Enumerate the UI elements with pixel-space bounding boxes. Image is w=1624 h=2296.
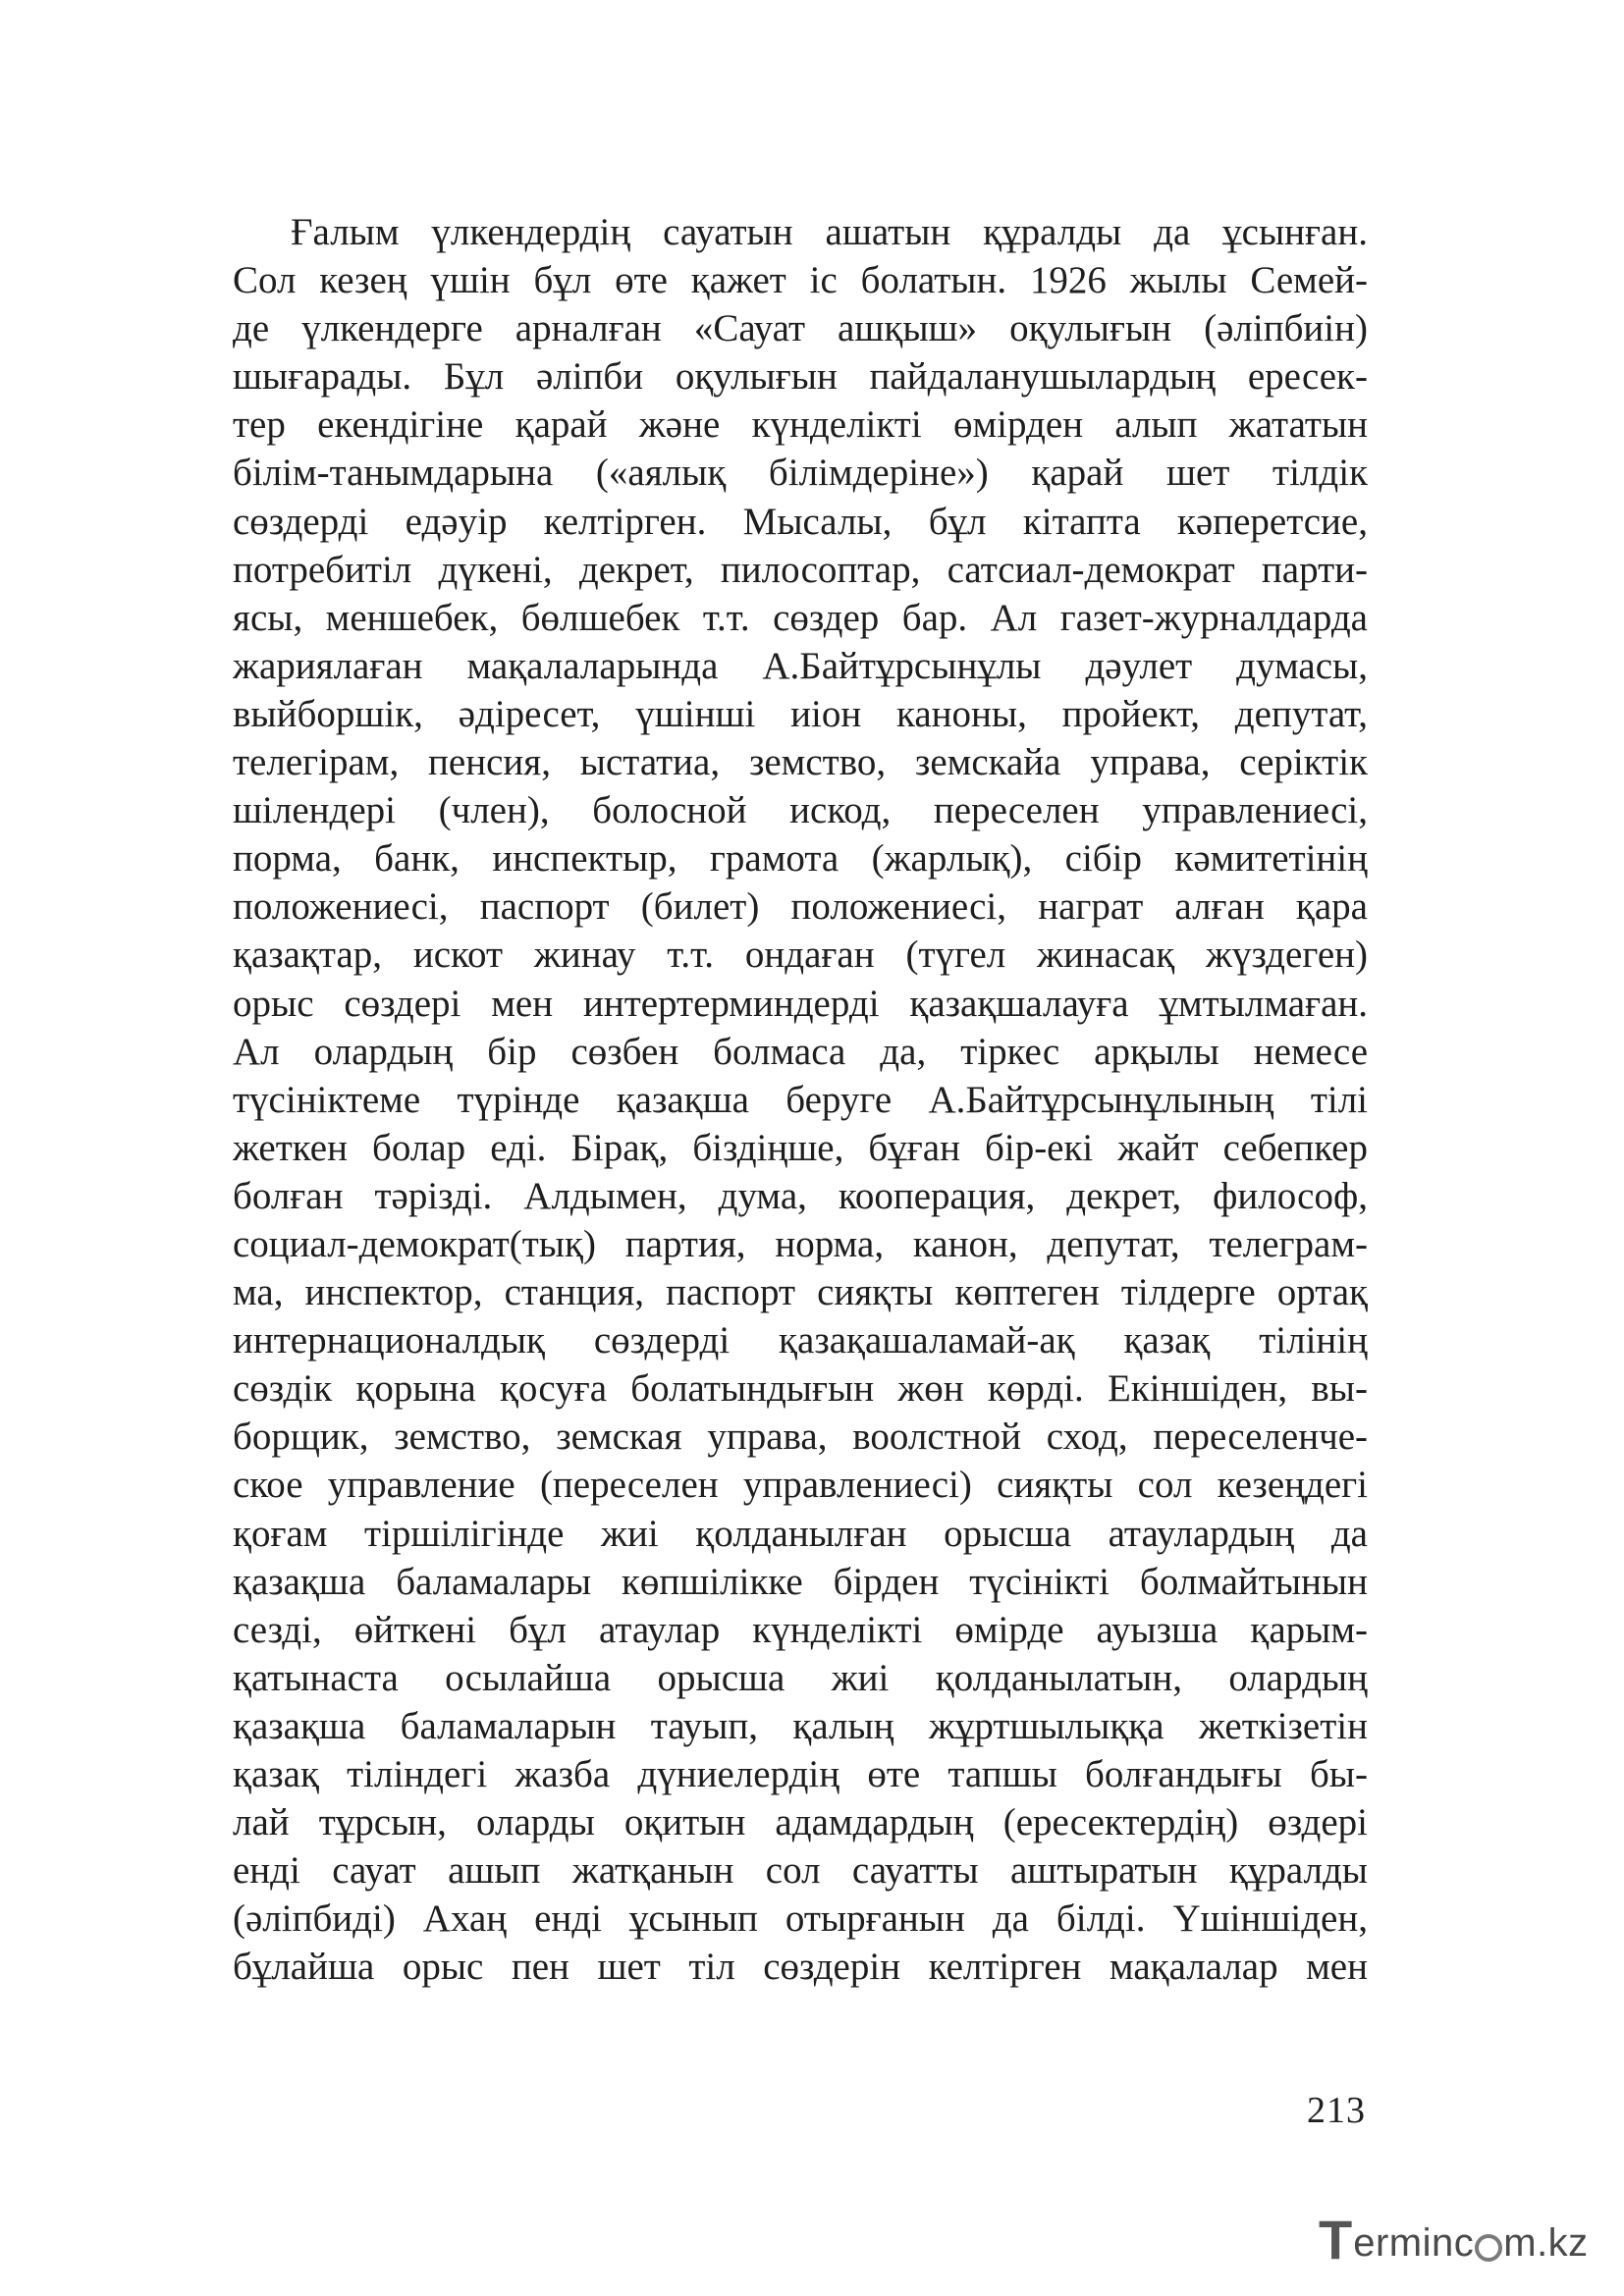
text-line: ское управление (переселен управлениесі) сияқты сол кезеңдегі bbox=[233, 1464, 1368, 1507]
text-line: Ал олардың бір сөзбен болмаса да, тіркес арқылы немесе bbox=[233, 1030, 1368, 1073]
text-line: енді сауат ашып жатқанын сол сауатты аштыратын құралды bbox=[233, 1849, 1368, 1893]
text-line: сөздік қорына қосуға болатындығын жөн көрді. Екіншіден, вы- bbox=[233, 1367, 1368, 1411]
text-line: сезді, өйткені бұл атаулар күнделікті өмірде ауызша қарым- bbox=[233, 1608, 1368, 1651]
text-line: түсініктеме түрінде қазақша беруге А.Байтұрсынұлының тілі bbox=[233, 1078, 1368, 1121]
text-line: жариялаған мақалаларында А.Байтұрсынұлы дәулет думасы, bbox=[233, 644, 1368, 687]
text-line: қазақша баламаларын тауып, қалың жұртшылыққа жеткізетін bbox=[233, 1704, 1368, 1747]
watermark-text-start: erminc bbox=[1353, 2221, 1475, 2265]
text-line: қазақ тіліндегі жазба дүниелердің өте тапшы болғандығы бы- bbox=[233, 1753, 1368, 1795]
text-line: бұлайша орыс пен шет тіл сөздерін келтірген мақалалар мен bbox=[233, 1946, 1368, 1989]
text-line: тер екендігіне қарай және күнделікті өмірден алып жататын bbox=[233, 403, 1368, 447]
text-line: потребитіл дүкені, декрет, пилосоптар, сатсиал-демократ парти- bbox=[233, 548, 1368, 591]
body-text bbox=[233, 208, 1368, 1991]
text-line: білім-танымдарына («аялық білімдеріне») қарай шет тілдік bbox=[233, 452, 1368, 495]
text-line: положениесі, паспорт (билет) положениесі, награт алған қара bbox=[233, 885, 1368, 929]
text-line: ясы, меншебек, бөлшебек т.т. сөздер бар. Ал газет-журналдарда bbox=[233, 596, 1368, 639]
text-line: лай тұрсын, оларды оқитын адамдардың (ересектердің) өздері bbox=[233, 1801, 1368, 1844]
text-line: жеткен болар еді. Бірақ, біздіңше, бұған бір-екі жайт себепкер bbox=[233, 1126, 1368, 1169]
text-line: Ғалым үлкендердің сауатын ашатын құралды да ұсынған. bbox=[291, 211, 1368, 253]
text-line: интернационалдық сөздерді қазақашаламай-ақ қазақ тілінің bbox=[233, 1319, 1368, 1362]
text-line: Сол кезең үшін бұл өте қажет іс болатын. 1926 жылы Семей- bbox=[233, 259, 1368, 302]
text-line: де үлкендерге арналған «Сауат ашқыш» оқулығын (әліпбиін) bbox=[233, 307, 1368, 350]
text-line: қоғам тіршілігінде жиі қолданылған орысша атаулардың да bbox=[233, 1512, 1368, 1555]
text-line: выйборшік, әдіресет, үшінші иіон каноны, пройект, депутат, bbox=[233, 692, 1368, 735]
text-line: сөздерді едәуір келтірген. Мысалы, бұл кітапта кәперетсие, bbox=[233, 500, 1368, 543]
text-line: қазақша баламалары көпшілікке бірден түсінікті болмайтынын bbox=[233, 1560, 1368, 1603]
text-line: болған тәрізді. Алдымен, дума, кооперация, декрет, философ, bbox=[233, 1174, 1368, 1217]
text-line: социал-демократ(тық) партия, норма, канон, депутат, телеграм- bbox=[233, 1222, 1368, 1265]
text-line: қазақтар, искот жинау т.т. ондаған (түгел жинасақ жүздеген) bbox=[233, 934, 1368, 977]
text-line: қатынаста осылайша орысша жиі қолданылатын, олардың bbox=[233, 1656, 1368, 1699]
text-line: ма, инспектор, станция, паспорт сияқты көптеген тілдерге ортақ bbox=[233, 1271, 1368, 1314]
text-line: шығарады. Бұл әліпби оқулығын пайдаланушылардың ересек- bbox=[233, 355, 1368, 399]
text-line: борщик, земство, земская управа, воолстной сход, переселенче- bbox=[233, 1415, 1368, 1459]
page-number: 213 bbox=[1307, 2090, 1366, 2131]
text-line: орыс сөздері мен интертерминдерді қазақшалауға ұмтылмаған. bbox=[233, 982, 1368, 1025]
text-line: порма, банк, инспектыр, грамота (жарлық), сібір кәмитетінің bbox=[233, 837, 1368, 881]
watermark-ring-icon bbox=[1475, 2234, 1502, 2262]
watermark-letter-t: T bbox=[1319, 2209, 1353, 2270]
termincom-watermark bbox=[1319, 2209, 1589, 2270]
watermark-text-end: m.kz bbox=[1503, 2221, 1589, 2265]
text-line: телегірам, пенсия, ыстатиа, земство, земскайа управа, серіктік bbox=[233, 741, 1368, 784]
text-line: шілендері (член), болосной искод, переселен управлениесі, bbox=[233, 789, 1368, 832]
text-line: (әліпбиді) Ахаң енді ұсынып отырғанын да білді. Үшіншіден, bbox=[233, 1897, 1368, 1941]
